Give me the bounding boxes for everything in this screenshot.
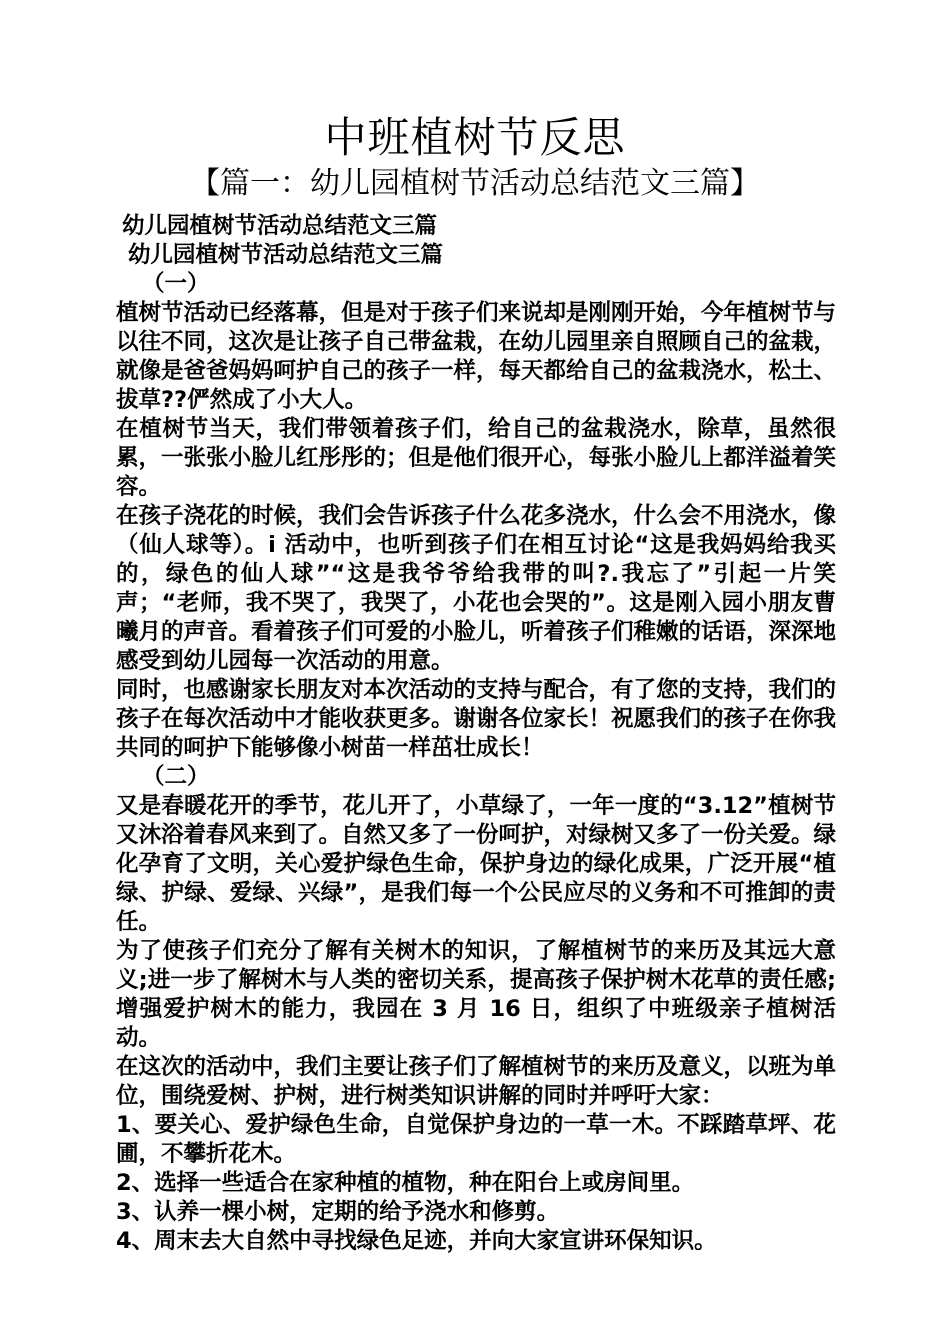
document-title: 中班植树节反思 xyxy=(324,113,626,162)
paragraph: 在植树节当天，我们带领着孩子们，给自己的盆栽浇水，除草，虽然很累，一张张小脸儿红彤彤的；但是他们很开心，每张小脸儿上都洋溢着笑容。 xyxy=(116,416,837,500)
list-item: 3、认养一棵小树，定期的给予浇水和修剪。 xyxy=(116,1199,560,1225)
section-two-marker: （二） xyxy=(142,764,210,790)
section-heading: 幼儿园植树节活动总结范文三篇 xyxy=(122,213,438,239)
list-item: 4、周末去大自然中寻找绿色足迹，并向大家宣讲环保知识。 xyxy=(116,1228,717,1254)
list-item: 1、要关心、爱护绿色生命，自觉保护身边的一草一木。不踩踏草坪、花圃，不攀折花木。 xyxy=(116,1112,836,1167)
paragraph: 为了使孩子们充分了解有关树木的知识，了解植树节的来历及其远大意义;进一步了解树木与人类的密切关系，提高孩子保护树木花草的责任感;增强爱护树木的能力，我园在 3 月 16 日，组织了中班级亲子植树活动。 xyxy=(116,938,836,1051)
list-item: 2、选择一些适合在家种植的植物，种在阳台上或房间里。 xyxy=(116,1170,695,1196)
paragraph: 在这次的活动中，我们主要让孩子们了解植树节的来历及意义，以班为单位，围绕爱树、护树，进行树类知识讲解的同时并呼吁大家： xyxy=(116,1054,837,1109)
paragraph: 又是春暖花开的季节，花儿开了，小草绿了，一年一度的“3.12”植树节又沐浴着春风来到了。自然又多了一份呵护，对绿树又多了一份关爱。绿化孕育了文明，关心爱护绿色生命，保护身边的绿化成果，广泛开展“植绿、护绿、爱绿、兴绿”，是我们每一个公民应尽的义务和不可推卸的责任。 xyxy=(116,793,837,935)
document-subtitle: 【篇一：幼儿园植树节活动总结范文三篇】 xyxy=(190,166,760,201)
paragraph: 在孩子浇花的时候，我们会告诉孩子什么花多浇水，什么会不用浇水，像（仙人球等）。i 活动中，也听到孩子们在相互讨论“这是我妈妈给我买的，绿色的仙人球”“这是我爷爷给我带的叫?.我忘了”引起一片笑声；“老师，我不哭了，我哭了，小花也会哭的”。这是刚入园小朋友曹曦月的声音。看着孩子们可爱的小脸儿，听着孩子们稚嫩的话语，深深地感受到幼儿园每一次活动的用意。 xyxy=(116,503,837,674)
section-one-marker: （一） xyxy=(142,271,210,297)
section-heading-repeat: 幼儿园植树节活动总结范文三篇 xyxy=(128,242,444,268)
paragraph: 同时，也感谢家长朋友对本次活动的支持与配合，有了您的支持，我们的孩子在每次活动中才能收获更多。谢谢各位家长！祝愿我们的孩子在你我共同的呵护下能够像小树苗一样茁壮成长！ xyxy=(116,677,837,761)
paragraph: 植树节活动已经落幕，但是对于孩子们来说却是刚刚开始，今年植树节与以往不同，这次是让孩子自己带盆栽，在幼儿园里亲自照顾自己的盆栽，就像是爸爸妈妈呵护自己的孩子一样，每天都给自己的盆栽浇水，松土、拔草??俨然成了小大人。 xyxy=(116,300,837,413)
document-body xyxy=(116,212,836,1256)
